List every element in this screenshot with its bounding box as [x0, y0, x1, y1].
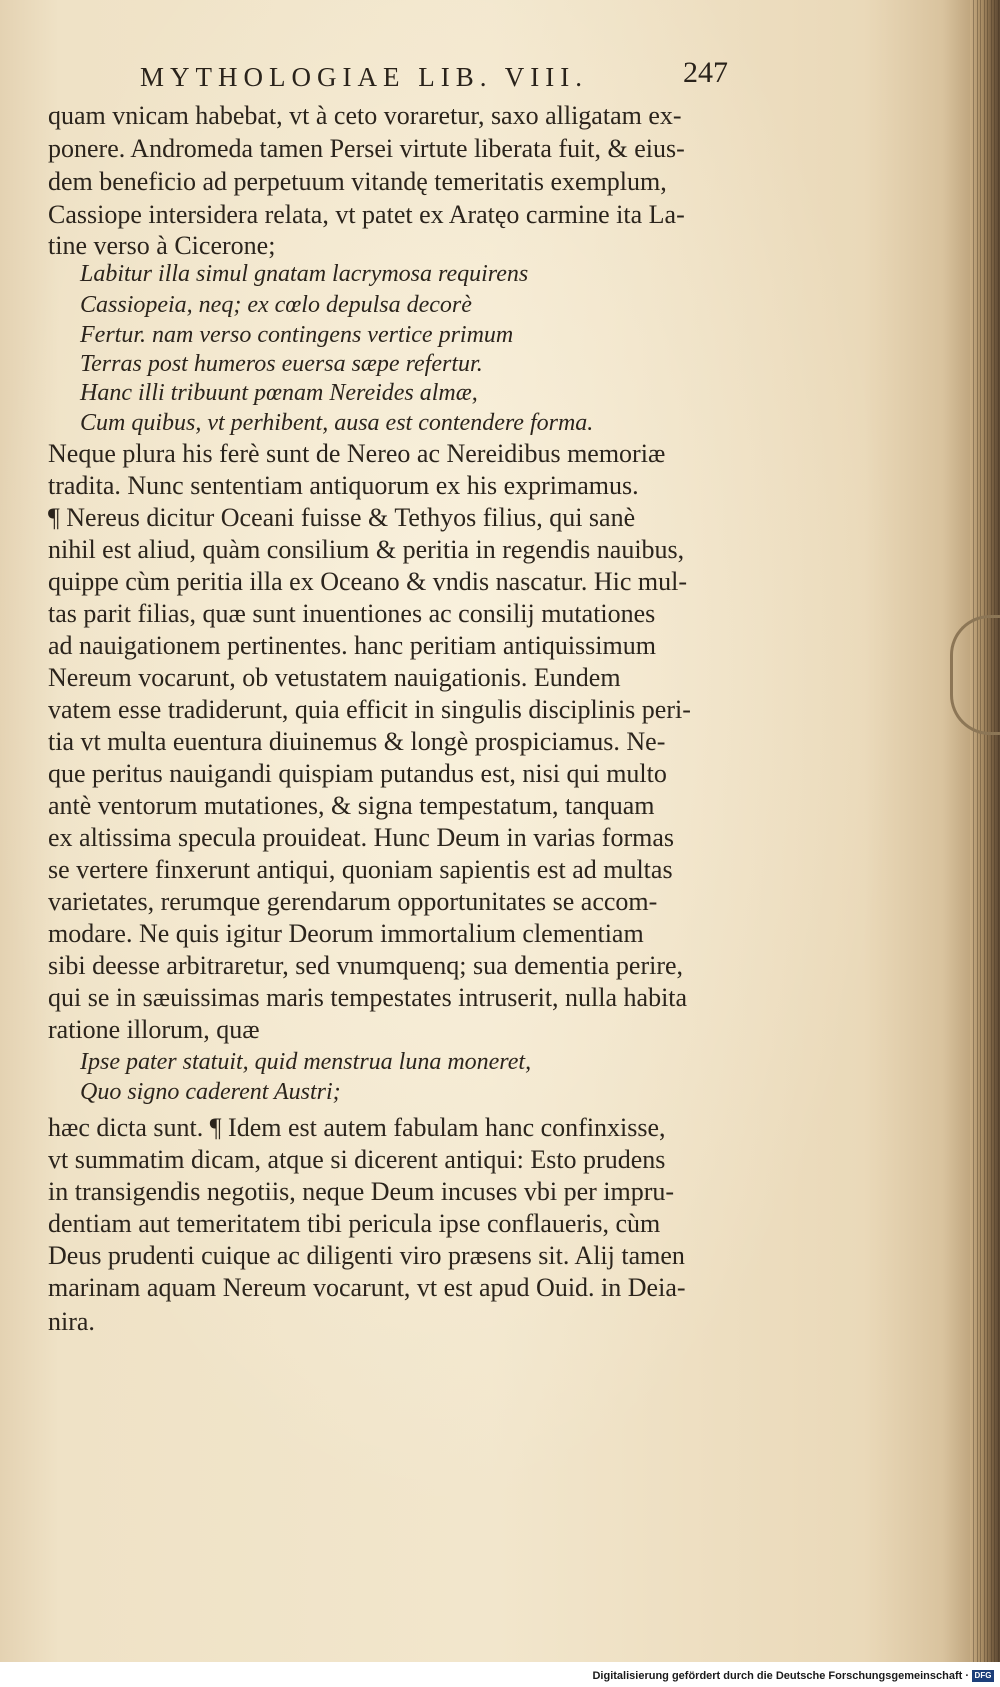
text-line: Nereum vocarunt, ob vetustatem nauigationis. Eundem: [48, 663, 621, 692]
text-line: varietates, rerumque gerendarum opportunitates se accom-: [48, 887, 658, 916]
text-line: ponere. Andromeda tamen Persei virtute liberata fuit, & eius-: [48, 134, 685, 163]
text-line: dentiam aut temeritatem tibi pericula ipse conflaueris, cùm: [48, 1209, 661, 1238]
text-line: Cassiope intersidera relata, vt patet ex Aratęo carmine ita La-: [48, 200, 685, 229]
footer-text: Digitalisierung gefördert durch die Deutsche Forschungsgemeinschaft ·: [592, 1670, 969, 1682]
text-line: nihil est aliud, quàm consilium & peritia in regendis nauibus,: [48, 535, 685, 564]
text-line: qui se in sæuissimas maris tempestates intruserit, nulla habita: [48, 983, 688, 1012]
verse-line: Fertur. nam verso contingens vertice primum: [80, 322, 514, 348]
text-line: Deus prudenti cuique ac diligenti viro præsens sit. Alij tamen: [48, 1241, 685, 1270]
page-edge-stripe: [991, 0, 992, 1662]
page-edge-stripe: [987, 0, 988, 1662]
text-line: vatem esse tradiderunt, quia efficit in singulis disciplinis peri-: [48, 695, 691, 724]
page-edge-stripe: [980, 0, 981, 1662]
text-line: ad nauigationem pertinentes. hanc peritiam antiquissimum: [48, 631, 656, 660]
text-line: tas parit filias, quæ sunt inuentiones ac consilij mutationes: [48, 599, 656, 628]
page-edge-stripe: [984, 0, 985, 1662]
page-edge-stripe: [994, 0, 995, 1662]
text-line: ratione illorum, quæ: [48, 1015, 260, 1044]
text-line: tradita. Nunc sententiam antiquorum ex his exprimamus.: [48, 471, 639, 500]
text-line: ex altissima specula prouideat. Hunc Deum in varias formas: [48, 823, 674, 852]
text-line: marinam aquam Nereum vocarunt, vt est apud Ouid. in Deia-: [48, 1273, 686, 1302]
page-edge-stripe: [973, 0, 974, 1662]
verse-line: Cassiopeia, neq; ex cœlo depulsa decorè: [80, 292, 472, 318]
verse-line: Labitur illa simul gnatam lacrymosa requirens: [80, 261, 529, 287]
text-line: se vertere finxerunt antiqui, quoniam sapientis est ad multas: [48, 855, 673, 884]
text-line: modare. Ne quis igitur Deorum immortalium clementiam: [48, 919, 644, 948]
text-line: ¶ Nereus dicitur Oceani fuisse & Tethyos filius, qui sanè: [48, 503, 636, 532]
text-line: quippe cùm peritia illa ex Oceano & vndis nascatur. Hic mul-: [48, 567, 687, 596]
text-line: antè ventorum mutationes, & signa tempestatum, tanquam: [48, 791, 655, 820]
text-line: sibi deesse arbitraretur, sed vnumquenq; sua dementia perire,: [48, 951, 684, 980]
page-edge-stripe: [998, 0, 999, 1662]
text-line: hæc dicta sunt. ¶ Idem est autem fabulam hanc confinxisse,: [48, 1113, 666, 1142]
page-edge-stripe: [977, 0, 978, 1662]
running-head: MYTHOLOGIAE LIB. VIII.: [140, 62, 588, 92]
text-line: Neque plura his ferè sunt de Nereo ac Nereidibus memoriæ: [48, 439, 666, 468]
page-edge: [970, 0, 1000, 1662]
verse-line: Ipse pater statuit, quid menstrua luna moneret,: [80, 1049, 532, 1075]
page-number: 247: [683, 56, 728, 89]
book-clasp: [950, 615, 1000, 735]
text-line: in transigendis negotiis, neque Deum incuses vbi per impru-: [48, 1177, 675, 1206]
verse-line: Quo signo caderent Austri;: [80, 1079, 341, 1105]
text-line: nira.: [48, 1307, 95, 1336]
text-line: que peritus nauigandi quispiam putandus est, nisi qui multo: [48, 759, 667, 788]
dfg-logo: DFG: [972, 1670, 994, 1682]
text-line: tia vt multa euentura diuinemus & longè prospiciamus. Ne-: [48, 727, 666, 756]
text-line: tine verso à Cicerone;: [48, 231, 276, 260]
verse-line: Terras post humeros euersa sæpe refertur.: [80, 351, 483, 377]
text-line: dem beneficio ad perpetuum vitandę temeritatis exemplum,: [48, 167, 667, 196]
text-line: vt summatim dicam, atque si dicerent antiqui: Esto prudens: [48, 1145, 666, 1174]
text-line: quam vnicam habebat, vt à ceto voraretur, saxo alligatam ex-: [48, 101, 682, 130]
verse-line: Hanc illi tribuunt pœnam Nereides almæ,: [80, 380, 478, 406]
footer-credit: [592, 1668, 994, 1684]
verse-line: Cum quibus, vt perhibent, ausa est contendere forma.: [80, 410, 594, 436]
